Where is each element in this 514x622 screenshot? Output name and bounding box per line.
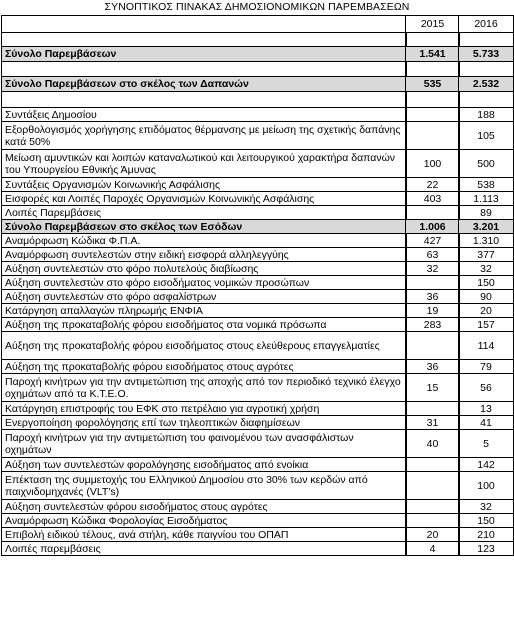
- value-text: 56: [480, 381, 492, 394]
- value-text: 3.201: [472, 220, 500, 233]
- row-label: [1, 457, 407, 472]
- row-label: [1, 331, 407, 360]
- row-label: [1, 261, 407, 276]
- value-text: 36: [426, 360, 439, 373]
- value-text: 500: [477, 157, 495, 170]
- row-label-text: Επιβολή ειδικού τέλους, ανά στήλη, κάθε παιγνίου του ΟΠΑΠ: [5, 528, 289, 541]
- row-label: [1, 415, 407, 430]
- value-2015: [405, 513, 460, 528]
- value-2016: [458, 219, 514, 234]
- row-label: [1, 275, 407, 290]
- value-2015: [405, 32, 460, 47]
- value-text: 142: [477, 458, 495, 471]
- value-text: 150: [477, 514, 495, 527]
- value-2016: [458, 289, 514, 304]
- row-label-text: Λοιπές παρεμβάσεις: [5, 542, 101, 555]
- row-label-text: Αύξηση των συντελεστών φορολόγησης εισοδήματος από ενοίκια: [5, 458, 309, 471]
- value-2015: [405, 429, 460, 458]
- value-2016: [458, 177, 514, 192]
- value-2015: [405, 527, 460, 542]
- header-2016: 2016: [458, 15, 514, 33]
- value-text: 150: [477, 276, 495, 289]
- value-2015: [405, 219, 460, 234]
- value-2015: [405, 261, 460, 276]
- value-text: 1.006: [419, 220, 446, 233]
- row-label: [1, 317, 407, 332]
- value-text: 123: [477, 542, 495, 555]
- value-text: 32: [426, 262, 439, 275]
- value-text: 41: [480, 416, 492, 429]
- value-2015: [405, 331, 460, 360]
- value-text: 114: [477, 339, 495, 352]
- row-label: [1, 471, 407, 500]
- value-2016: [458, 61, 514, 77]
- row-label: [1, 191, 407, 206]
- row-label: [1, 76, 407, 92]
- value-2016: [458, 32, 514, 47]
- value-text: 157: [477, 318, 495, 331]
- row-label-text: Αναμόρφωση συντελεστών στην ειδική εισφορά αλληλεγγύης: [5, 248, 289, 261]
- row-label-text: Συντάξεις Δημοσίου: [5, 108, 97, 121]
- row-label: [1, 401, 407, 416]
- row-label-text: Μείωση αμυντικών και λοιπών καταναλωτικού και λειτουργικού χαρακτήρα δαπανών του Υπουργείου Εθνικής Άμυνας: [5, 151, 396, 176]
- value-2015: [405, 107, 460, 122]
- value-2015: [405, 541, 460, 556]
- value-text: 89: [480, 206, 492, 219]
- value-text: 4: [429, 542, 436, 555]
- header-2015: 2015: [405, 15, 460, 33]
- value-2016: [458, 401, 514, 416]
- value-2016: [458, 275, 514, 290]
- value-text: 63: [426, 248, 439, 261]
- value-2015: [405, 76, 460, 92]
- row-label-text: Αύξηση συντελεστών στο φόρο ασφαλίστρων: [5, 290, 217, 303]
- value-2015: [405, 233, 460, 248]
- row-label-text: Επέκταση της συμμετοχής του Ελληνικού Δημοσίου στο 30% των κερδών από παιχνιδομηχανές (VLT's): [5, 473, 368, 498]
- row-label: [1, 149, 407, 178]
- value-text: 32: [480, 500, 492, 513]
- row-label-text: Σύνολο Παρεμβάσεων στο σκέλος των Εσόδων: [5, 220, 243, 233]
- value-2016: [458, 247, 514, 262]
- value-2015: [405, 457, 460, 472]
- value-text: 1.541: [419, 48, 446, 60]
- value-text: 20: [426, 528, 439, 541]
- row-label-text: Εξορθολογισμός χορήγησης επιδόματος θέρμανσης με μείωση της σχετικής δαπάνης κατά 50%: [5, 123, 401, 148]
- row-label-text: Αύξηση της προκαταβολής φόρου εισοδήματος στους ελεύθερους επαγγελματίες: [5, 339, 380, 352]
- row-label: [1, 429, 407, 458]
- value-2016: [458, 331, 514, 360]
- value-text: 15: [426, 381, 439, 394]
- value-2015: [405, 91, 460, 108]
- value-text: 13: [480, 402, 492, 415]
- table-title: ΣΥΝΟΠΤΙΚΟΣ ΠΙΝΑΚΑΣ ΔΗΜΟΣΙΟΝΟΜΙΚΩΝ ΠΑΡΕΜΒΑΣΕΩΝ: [104, 1, 410, 13]
- value-2015: [405, 177, 460, 192]
- value-text: 188: [477, 108, 495, 121]
- value-text: 377: [477, 248, 495, 261]
- value-2015: [405, 373, 460, 402]
- row-label-text: Αύξηση συντελεστών φόρου εισοδήματος στους αγρότες: [5, 500, 268, 513]
- value-2016: [458, 261, 514, 276]
- value-2015: [405, 46, 460, 62]
- value-text: 210: [477, 528, 495, 541]
- value-text: 1.113: [473, 192, 499, 205]
- row-label: [1, 107, 407, 122]
- value-2015: [405, 289, 460, 304]
- value-2016: [458, 373, 514, 402]
- value-2015: [405, 121, 460, 150]
- value-text: 36: [426, 290, 439, 303]
- value-text: 5.733: [472, 48, 500, 60]
- value-2016: [458, 205, 514, 220]
- row-label-text: Κατάργηση απαλλαγών πληρωμής ΕΝΦΙΑ: [5, 304, 203, 317]
- value-text: 283: [423, 318, 442, 331]
- row-label-text: Αναμόρφωση Κώδικα Φορολογίας Εισοδήματος: [5, 514, 228, 527]
- row-label-text: Εισφορές και Λοιπές Παροχές Οργανισμών Κοινωνικής Ασφάλισης: [5, 192, 315, 205]
- value-2016: [458, 429, 514, 458]
- value-text: 22: [426, 178, 439, 191]
- value-text: 31: [426, 416, 439, 429]
- value-2016: [458, 499, 514, 514]
- value-2016: [458, 91, 514, 108]
- value-text: 427: [423, 234, 442, 247]
- value-2015: [405, 303, 460, 318]
- value-2015: [405, 149, 460, 178]
- value-2016: [458, 191, 514, 206]
- value-text: 100: [477, 479, 495, 492]
- row-label: [1, 247, 407, 262]
- value-2015: [405, 415, 460, 430]
- row-label-text: Αύξηση της προκαταβολής φόρου εισοδήματος στα νομικά πρόσωπα: [5, 318, 327, 331]
- value-2016: [458, 149, 514, 178]
- value-text: 105: [477, 129, 495, 142]
- row-label-text: Κατάργηση επιστροφής του ΕΦΚ στο πετρέλαιο για αγροτική χρήση: [5, 402, 320, 415]
- row-label-text: Αναμόρφωση Κώδικα Φ.Π.Α.: [5, 234, 141, 247]
- header-label-cell: [1, 15, 407, 33]
- value-2015: [405, 499, 460, 514]
- value-2015: [405, 205, 460, 220]
- value-text: 2.532: [472, 78, 500, 90]
- value-text: 5: [483, 437, 489, 450]
- row-label: [1, 121, 407, 150]
- value-2015: [405, 401, 460, 416]
- row-label-text: Αύξηση της προκαταβολής φόρου εισοδήματος στους αγρότες: [5, 360, 294, 373]
- row-label-text: Αύξηση συντελεστών στο φόρο εισοδήματος νομικών προσώπων: [5, 276, 310, 289]
- row-label: [1, 303, 407, 318]
- row-label-text: Αύξηση συντελεστών στο φόρο πολυτελούς διαβίωσης: [5, 262, 259, 275]
- value-text: 20: [480, 304, 492, 317]
- row-label-text: Λοιπές Παρεμβάσεις: [5, 206, 102, 219]
- row-label-text: Συντάξεις Οργανισμών Κοινωνικής Ασφάλισης: [5, 178, 221, 191]
- value-text: 40: [426, 437, 439, 450]
- row-label: [1, 541, 407, 556]
- value-2016: [458, 107, 514, 122]
- row-label-text: Ενεργοποίηση φορολόγησης επί των τηλεοπτικών διαφημίσεων: [5, 416, 301, 429]
- row-label: [1, 219, 407, 234]
- value-text: 1.310: [472, 234, 500, 247]
- row-label-text: Σύνολο Παρεμβάσεων: [5, 48, 117, 60]
- row-label-text: Σύνολο Παρεμβάσεων στο σκέλος των Δαπανών: [5, 78, 249, 90]
- value-2015: [405, 247, 460, 262]
- value-2016: [458, 303, 514, 318]
- value-2016: [458, 457, 514, 472]
- value-2015: [405, 61, 460, 77]
- row-label: [1, 359, 407, 374]
- row-label-text: Παροχή κινήτρων για την αντιμετώπιση του φαινομένου των ανασφάλιστων οχημάτων: [5, 431, 354, 456]
- value-2016: [458, 317, 514, 332]
- row-label: [1, 32, 407, 47]
- row-label: [1, 527, 407, 542]
- value-text: 100: [423, 157, 442, 170]
- value-2016: [458, 121, 514, 150]
- value-2015: [405, 471, 460, 500]
- value-2015: [405, 317, 460, 332]
- value-2016: [458, 471, 514, 500]
- value-2016: [458, 415, 514, 430]
- value-text: 32: [480, 262, 492, 275]
- value-text: 538: [477, 178, 495, 191]
- value-2016: [458, 359, 514, 374]
- row-label: [1, 177, 407, 192]
- value-text: 79: [480, 360, 492, 373]
- value-2015: [405, 191, 460, 206]
- row-label: [1, 513, 407, 528]
- row-label: [1, 289, 407, 304]
- row-label: [1, 61, 407, 77]
- value-2016: [458, 527, 514, 542]
- value-2016: [458, 513, 514, 528]
- value-2015: [405, 359, 460, 374]
- value-2016: [458, 233, 514, 248]
- row-label: [1, 46, 407, 62]
- value-text: 535: [423, 78, 442, 90]
- row-label: [1, 499, 407, 514]
- row-label: [1, 233, 407, 248]
- value-text: 403: [423, 192, 442, 205]
- value-text: 90: [480, 290, 492, 303]
- row-label: [1, 205, 407, 220]
- row-label-text: Παροχή κινήτρων για την αντιμετώπιση της αποχής από τον περιοδικό τεχνικό έλεγχο οχημάτων από τα Κ.Τ.Ε.Ο.: [5, 375, 401, 400]
- row-label: [1, 91, 407, 108]
- value-2015: [405, 275, 460, 290]
- value-2016: [458, 76, 514, 92]
- row-label: [1, 373, 407, 402]
- value-text: 19: [426, 304, 439, 317]
- value-2016: [458, 541, 514, 556]
- value-2016: [458, 46, 514, 62]
